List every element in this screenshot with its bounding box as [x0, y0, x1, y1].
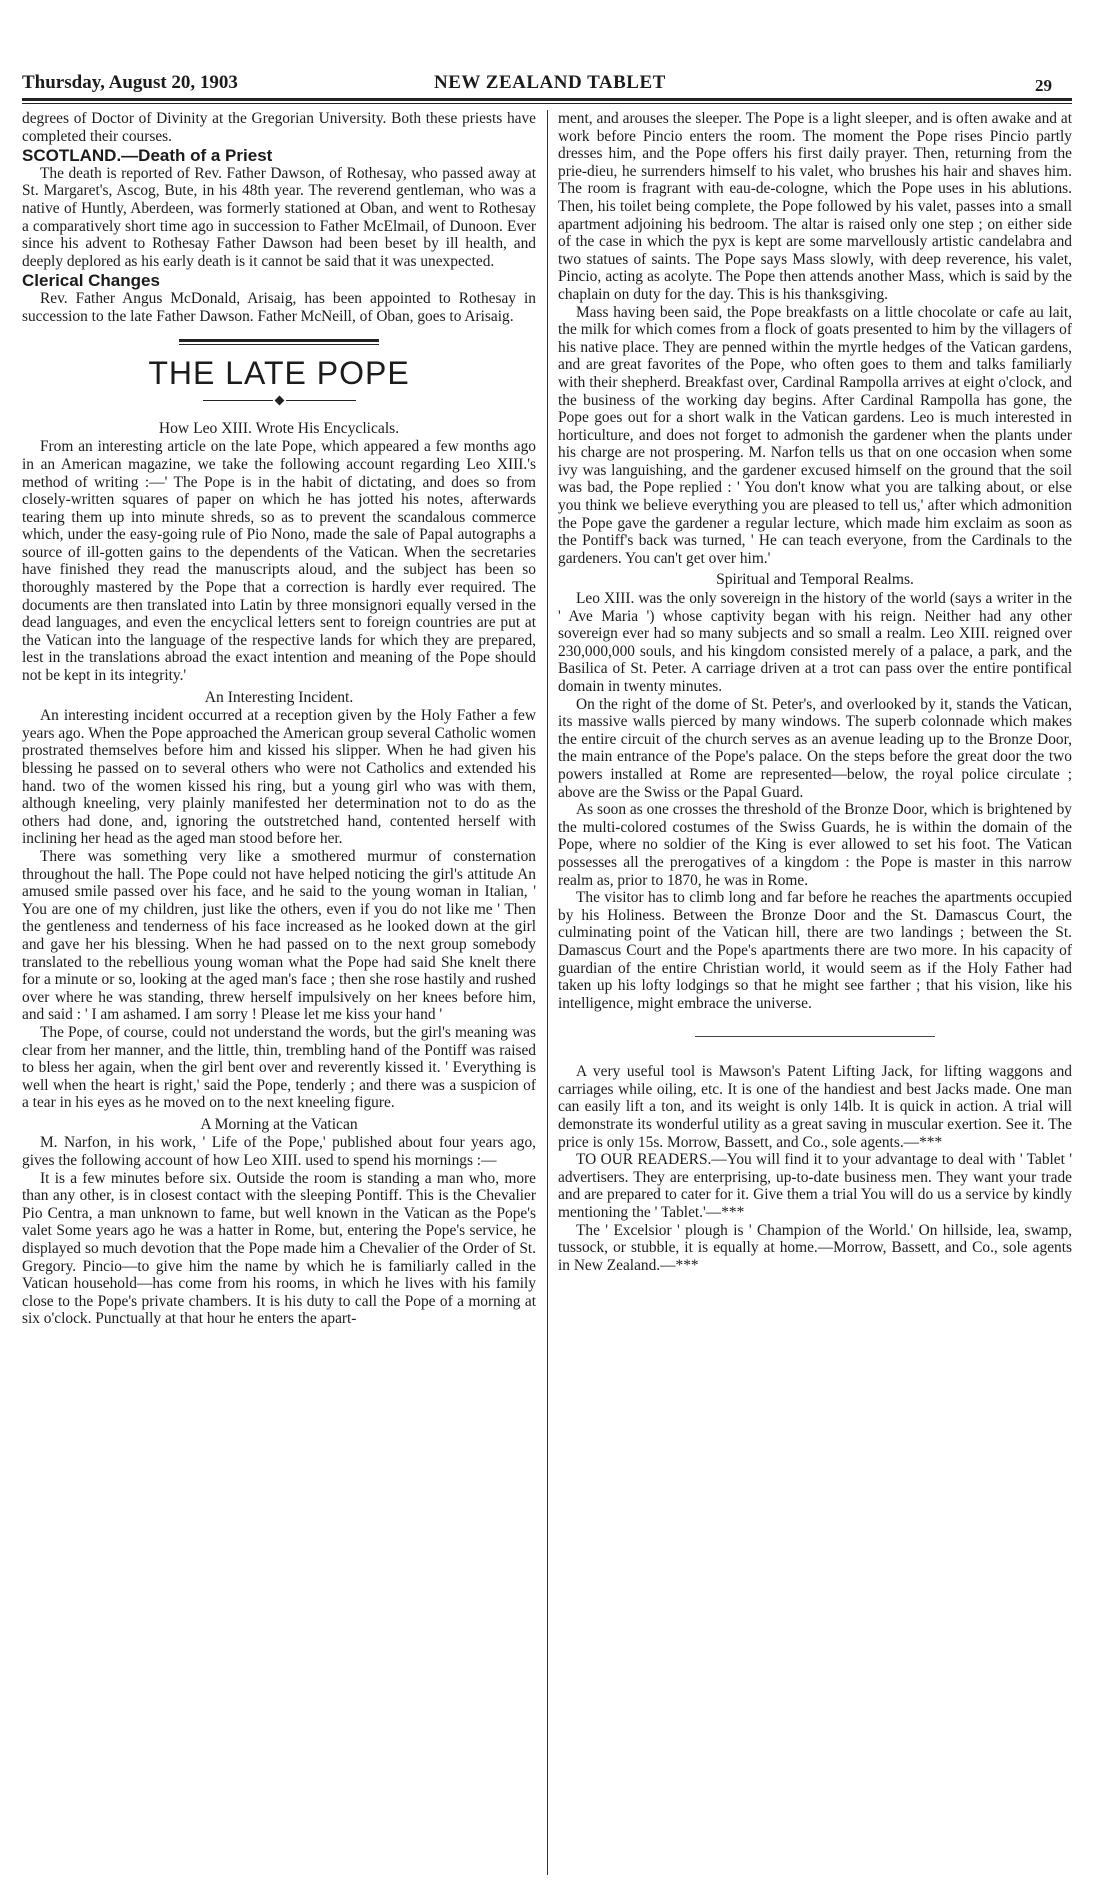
advertisements	[558, 1063, 1072, 1274]
section-divider	[179, 339, 379, 345]
spiritual-paragraph-1: Leo XIII. was the only sovereign in the history of the world (says a writer in the ' Ave Maria ') whose captivity began with his reign. Neither had any other sovereign ever had so many subjects and so small a realm. Leo XIII. reigned over 230,000,000 souls, and his kingdom consisted merely of a palace, a park, and the Basilica of St. Peter. A carriage driven at a trot can pass over the entire pontifical domain in twenty minutes.	[558, 590, 1072, 695]
right-column	[558, 110, 1072, 1274]
article-title: THE LATE POPE	[148, 355, 410, 392]
continued-paragraph: ment, and arouses the sleeper. The Pope is a light sleeper, and is often awake and at work before Pincio enters the room. The moment the Pope rises Pincio partly dresses him, and the Pope offers his first daily prayer. Then, returning from the prie-dieu, he surrenders himself to his valet, who brushes his hair and shaves him. The room is fragrant with eau-de-cologne, which the Pope uses in his ablutions. Then, his toilet being complete, the Pope followed by his valet, passes into a small apartment adjoining his bedroom. The altar is raised only one step ; on either side of the case in which the pyx is kept are some marvellously artistic candelabra and two statues of saints. The Pope says Mass slowly, with deep reverence, his valet, Pincio, acting as acolyte. The Pope then attends another Mass, which is said by the chaplain on duty for the day. This is his thanksgiving.	[558, 110, 1072, 303]
clerical-heading: Clerical Changes	[22, 271, 160, 291]
newspaper-page	[22, 70, 1072, 1870]
clerical-paragraph: Rev. Father Angus McDonald, Arisaig, has been appointed to Rothesay in succession to the late Father Dawson. Father McNeill, of Oban, goes to Arisaig.	[22, 289, 536, 325]
diamond-ornament-icon	[274, 395, 284, 405]
morning-paragraph-1: M. Narfon, in his work, ' Life of the Pope,' published about four years ago, gives the following account of how Leo XIII. used to spend his mornings :—	[22, 1134, 536, 1170]
scotland-paragraph: The death is reported of Rev. Father Dawson, of Rothesay, who passed away at St. Margaret's, Ascog, Bute, in his 48th year. The reverend gentleman, who was a native of Huntly, Aberdeen, was formerly stationed at Oban, and went to Rothesay a comparatively short time ago in succession to Father McElmail, of Dunoon. Ever since his advent to Rothesay Father Dawson had been beset by ill health, and deeply deplored as his early death is it cannot be said that it was unexpected.	[22, 164, 536, 270]
morning-paragraph-2: It is a few minutes before six. Outside the room is standing a man who, more than any other, is in closest contact with the sleeping Pontiff. This is the Chevalier Pio Centra, a man unknown to fame, but well known in the Vatican as the Pope's valet Some years ago he was a hatter in Rome, but, entering the Pope's service, he displayed so much devotion that the Pope made him a Chevalier of the Order of St. Gregory. Pincio—to give him the name by which he is familiarly called in the Vatican household—has come from his rooms, in which he lives with his family close to the Pope's private chambers. It is his duty to call the Pope of a morning at six o'clock. Punctually at that hour he enters the apart-	[22, 1169, 536, 1328]
mass-paragraph: Mass having been said, the Pope breakfasts on a little chocolate or cafe au lait, the milk for which comes from a flock of goats presented to him by the villagers of his native place. They are penned within the myrtle hedges of the Vatican gardens, and are great favorites of the Pope, who often goes to them and talks familiarly with their shepherd. Breakfast over, Cardinal Rampolla arrives at eight o'clock, and the business of the working day begins. After Cardinal Rampolla has gone, the Pope goes out for a short walk in the Vatican gardens. Leo is much interested in horticulture, and does not forget to admonish the gardener when the plants under his charge are not prospering. M. Narfon tells us that on one occasion when some ivy was languishing, and the gardener excused himself on the ground that the soil was bad, the Pope replied : ' You don't know what you are talking about, or else you think we believe everything you are pleased to tell us,' after which admonition the Pope gave the gardener a regular lecture, which made him exclaim as soon as the Pontiff's back was turned, ' He can teach everyone, from the Cardinals to the gardeners. You can't get over him.'	[558, 303, 1072, 567]
spiritual-heading: Spiritual and Temporal Realms.	[716, 571, 914, 589]
ad-paragraph-readers: TO OUR READERS.—You will find it to your advantage to deal with ' Tablet ' advertisers. They are enterprising, up-to-date business men. They want your trade and are prepared to cater for it. Give them a trial You will do us a service by kindly mentioning the ' Tablet.'—***	[558, 1151, 1072, 1222]
header-rule	[22, 98, 1072, 104]
intro-paragraph: degrees of Doctor of Divinity at the Gregorian University. Both these priests have completed their courses.	[22, 110, 536, 145]
spiritual-paragraph-4: The visitor has to climb long and far before he reaches the apartments occupied by his Holiness. Between the Bronze Door and the St. Damascus Court, the culminating point of the Vatican hill, there are two landings ; between the St. Damascus Court and the Pope's apartments there are two more. In his capacity of guardian of the entire Christian world, it would seem as if the Holy Father had taken up his lofty lodgings so that he might see farther ; that his vision, like his intelligence, might embrace the universe.	[558, 889, 1072, 1012]
morning-heading: A Morning at the Vatican	[200, 1115, 358, 1133]
incident-paragraph-3: The Pope, of course, could not understand the words, but the girl's meaning was clear from her manner, and the little, thin, trembling hand of the Pontiff was raised to bless her again, when the girl bent over and reverently kissed it. ' Everything is well when the heart is right,' said the Pope, tenderly ; and there was a suspicion of a tear in his eyes as he moved on to the next kneeling figure.	[22, 1023, 536, 1112]
spiritual-paragraph-2: On the right of the dome of St. Peter's, and overlooked by it, stands the Vatican, its massive walls pierced by many windows. The superb colonnade which makes the entire circuit of the church serves as an avenue leading up to the Bronze Door, the main entrance of the Pope's palace. On the steps before the great door the two powers installed at Rome are represented—below, the royal police circulate ; above are the Swiss or the Papal Guard.	[558, 695, 1072, 801]
left-column	[22, 110, 536, 1328]
article-subtitle: How Leo XIII. Wrote His Encyclicals.	[158, 419, 400, 437]
header-title: NEW ZEALAND TABLET	[434, 72, 666, 93]
incident-paragraph-1: An interesting incident occurred at a reception given by the Holy Father a few years ago. When the Pope approached the American group several Catholic women prostrated themselves before him and kissed his slipper. When he had given his blessing he passed on to several others who were not Catholics and extended his hand. two of the women kissed his ring, but a young girl who was with them, although kneeling, very plainly manifested her determination not to do as the others had done, and, ignoring the outstretched hand, contented herself with inclining her head as the aged man stood before her.	[22, 707, 536, 848]
header-date: Thursday, August 20, 1903	[22, 72, 238, 93]
incident-paragraph-2: There was something very like a smothered murmur of consternation throughout the hall. The Pope could not have helped noticing the girl's attitude An amused smile passed over his face, and he said to the young woman in Italian, ' You are one of my children, just like the others, even if you do not like me ' Then the gentleness and tenderness of his face increased as he looked down at the girl and gave her his blessing. When he had passed on to the next group somebody translated to the rebellious young woman what the Pope had said She knelt there for a minute or so, looking at the aged man's face ; then she rose hastily and rushed over where he was standing, threw herself impulsively on her knees before him, and said : ' I am ashamed. I am sorry ! Please let me kiss your hand '	[22, 847, 536, 1024]
spiritual-paragraph-3: As soon as one crosses the threshold of the Bronze Door, which is brightened by the multi-colored costumes of the Swiss Guards, he is within the domain of the Pope, where no soldier of the King is ever allowed to set his foot. The Vatican possesses all the prerogatives of a kingdom : the Pope is master in this narrow realm as, prior to 1870, he was in Rome.	[558, 801, 1072, 889]
incident-heading: An Interesting Incident.	[204, 688, 354, 706]
title-ornament	[22, 397, 536, 404]
encyclicals-paragraph: From an interesting article on the late Pope, which appeared a few months ago in an American magazine, we take the following account regarding Leo XIII.'s method of writing :—' The Pope is in the habit of dictating, and does so from closely-written squares of paper on which he has jotted his notes, afterwards tearing them up into minute shreds, so as to prevent the scandalous commerce which, under the easy-going rule of Pio Nono, made the sale of Papal autographs a source of ill-gotten gains to the dependents of the Vatican. When the secretaries have finished they read the manuscripts aloud, and the subject has been so thoroughly mastered by the Pope that a correction is hardly ever required. The documents are then translated into Latin by three monsignori equally versed in the dead languages, and even the encyclical letters sent to foreign countries are put at the Vatican into the language of the respective lands for which they are prepared, lest in the translations abroad the exact intention and meaning of the Pope should not be kept in its integrity.'	[22, 438, 536, 685]
ad-divider	[695, 1036, 935, 1037]
ad-paragraph-lifting-jack: A very useful tool is Mawson's Patent Lifting Jack, for lifting waggons and carriages while oiling, etc. It is one of the handiest and best Jacks made. One man can easily lift a ton, and its weight is only 14lb. It is quick in action. A trial will demonstrate its wonderful utility as a great saving in muscular exertion. See it. The price is only 15s. Morrow, Bassett, and Co., sole agents.—***	[558, 1063, 1072, 1151]
ad-paragraph-plough: The ' Excelsior ' plough is ' Champion of the World.' On hillside, lea, swamp, tussock, or stubble, it is equally at home.—Morrow, Bassett, and Co., sole agents in New Zealand.—***	[558, 1221, 1072, 1274]
header-page-number: 29	[1035, 76, 1052, 95]
column-divider	[547, 110, 548, 1875]
page-header	[22, 70, 1072, 100]
scotland-heading: SCOTLAND.—Death of a Priest	[22, 146, 273, 166]
